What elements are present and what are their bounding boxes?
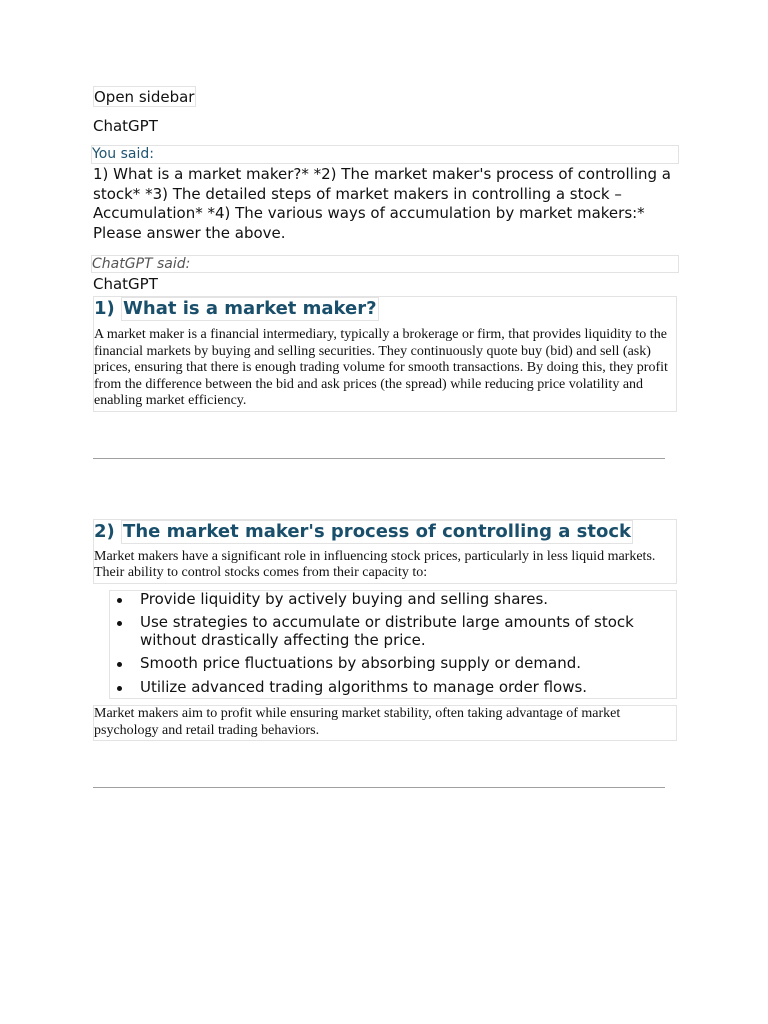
section-2-intro: Market makers have a significant role in influencing stock prices, particularly in less liquid markets. Their ability to control stocks comes from their capacity to:	[94, 548, 656, 580]
list-item: Smooth price fluctuations by absorbing supply or demand.	[140, 655, 676, 673]
section-2-heading	[94, 520, 676, 544]
section-1-heading	[94, 297, 676, 321]
divider	[93, 458, 665, 459]
brand-title: ChatGPT	[93, 117, 158, 135]
assistant-name: ChatGPT	[93, 275, 158, 293]
section-2-title: The market maker's process of controlling a stock	[123, 520, 632, 542]
section-2-closing: Market makers aim to profit while ensuring market stability, often taking advantage of market psychology and retail trading behaviors.	[93, 705, 677, 741]
assistant-label: ChatGPT said:	[91, 255, 679, 273]
section-controlling-stock	[93, 519, 677, 584]
list-item: Provide liquidity by actively buying and selling shares.	[140, 591, 676, 609]
user-message: 1) What is a market maker?* *2) The market maker's process of controlling a stock* *3) The detailed steps of market makers in controlling a stock – Accumulation* *4) The various ways of accumulation by market makers:* Please answer the above.	[93, 165, 671, 242]
list-item: Utilize advanced trading algorithms to manage order flows.	[140, 679, 676, 697]
section-1-number: 1)	[94, 298, 115, 319]
divider	[93, 787, 665, 788]
list-item: Use strategies to accumulate or distribute large amounts of stock without drastically affecting the price.	[140, 614, 676, 649]
user-label: You said:	[91, 145, 679, 164]
conversation-page	[93, 86, 677, 788]
section-what-is-market-maker	[93, 296, 677, 412]
section-1-title: What is a market maker?	[123, 298, 377, 319]
section-2-number: 2)	[94, 520, 115, 542]
section-2-bullet-list	[109, 590, 677, 700]
open-sidebar-button[interactable]: Open sidebar	[94, 88, 195, 106]
section-1-body: A market maker is a financial intermediary, typically a brokerage or firm, that provides liquidity to the financial markets by buying and selling securities. They continuously quote buy (bid) and sell (ask) prices, ensuring that there is enough trading volume for smooth transactions. By doing this, they profit from the difference between the bid and ask prices (the spread) while reducing price volatility and enabling market efficiency.	[94, 327, 668, 408]
